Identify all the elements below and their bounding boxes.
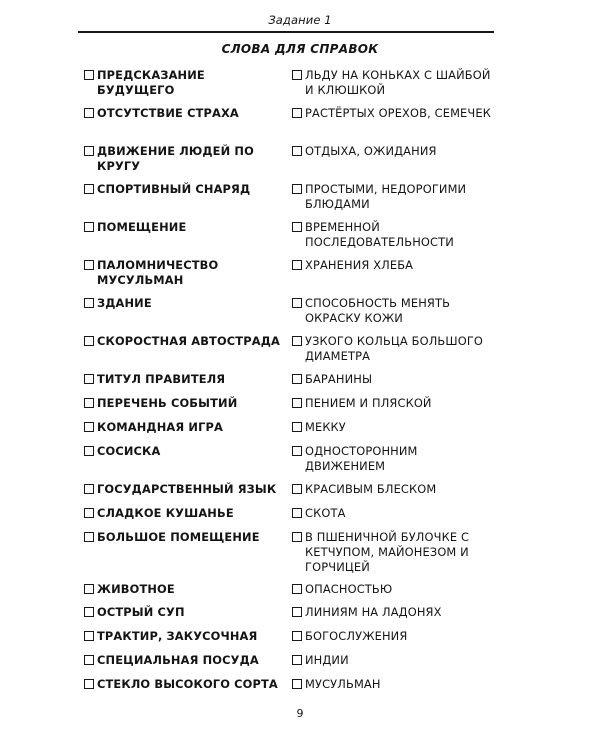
word-item[interactable] (292, 530, 499, 575)
word-item[interactable] (84, 334, 283, 349)
word-label: СПОСОБНОСТЬ МЕНЯТЬ ОКРАСКУ КОЖИ (305, 296, 451, 325)
checkbox-icon[interactable] (84, 146, 94, 156)
word-label: ВРЕМЕННОЙ ПОСЛЕДОВАТЕЛЬНОСТИ (305, 220, 454, 249)
checkbox-icon[interactable] (292, 508, 302, 518)
word-item[interactable] (292, 582, 499, 597)
checkbox-icon[interactable] (292, 484, 302, 494)
checkbox-icon[interactable] (292, 446, 302, 456)
word-item[interactable] (84, 106, 283, 121)
word-item[interactable] (84, 296, 283, 311)
checkbox-icon[interactable] (292, 70, 302, 80)
word-item[interactable] (292, 605, 499, 620)
word-label: ГОСУДАРСТВЕННЫЙ ЯЗЫК (97, 482, 277, 496)
word-item[interactable] (292, 396, 499, 411)
word-label: БОЛЬШОЕ ПОМЕЩЕНИЕ (97, 530, 260, 544)
word-label: РАСТЁРТЫХ ОРЕХОВ, СЕМЕЧЕК (305, 106, 491, 120)
checkbox-icon[interactable] (84, 222, 94, 232)
checkbox-icon[interactable] (292, 108, 302, 118)
checkbox-icon[interactable] (84, 607, 94, 617)
word-item[interactable] (292, 68, 499, 98)
header-divider (78, 31, 494, 33)
word-label: СКОРОСТНАЯ АВТОСТРАДА (97, 334, 280, 348)
word-label: СКОТА (305, 506, 346, 520)
word-label: ПОМЕЩЕНИЕ (97, 220, 187, 234)
word-label: ЛИНИЯМ НА ЛАДОНЯХ (305, 605, 442, 619)
word-label: КОМАНДНАЯ ИГРА (97, 420, 223, 434)
checkbox-icon[interactable] (292, 679, 302, 689)
checkbox-icon[interactable] (292, 422, 302, 432)
checkbox-icon[interactable] (292, 607, 302, 617)
word-item[interactable] (84, 629, 283, 644)
word-label: ИНДИИ (305, 653, 349, 667)
word-label: СОСИСКА (97, 444, 161, 458)
word-item[interactable] (292, 258, 499, 273)
word-label: БОГОСЛУЖЕНИЯ (305, 629, 408, 643)
word-item[interactable] (292, 677, 499, 692)
word-label: ТИТУЛ ПРАВИТЕЛЯ (97, 372, 226, 386)
word-item[interactable] (84, 482, 283, 497)
word-label: В ПШЕНИЧНОЙ БУЛОЧКЕ С КЕТЧУПОМ, МАЙОНЕЗОМ И ГОРЧИЦЕЙ (305, 530, 470, 574)
word-label: ПРЕДСКАЗАНИЕ БУДУЩЕГО (97, 68, 205, 97)
word-item[interactable] (84, 182, 283, 197)
word-label: СТЕКЛО ВЫСОКОГО СОРТА (97, 677, 278, 691)
word-item[interactable] (292, 482, 499, 497)
checkbox-icon[interactable] (84, 655, 94, 665)
checkbox-icon[interactable] (292, 222, 302, 232)
word-label: ТРАКТИР, ЗАКУСОЧНАЯ (97, 629, 258, 643)
checkbox-icon[interactable] (292, 655, 302, 665)
word-item[interactable] (292, 653, 499, 668)
word-label: СЛАДКОЕ КУШАНЬЕ (97, 506, 234, 520)
task-header: Задание 1 (268, 13, 332, 27)
word-item[interactable] (292, 296, 499, 326)
checkbox-icon[interactable] (84, 422, 94, 432)
checkbox-icon[interactable] (292, 260, 302, 270)
checkbox-icon[interactable] (84, 398, 94, 408)
word-label: ОТДЫХА, ОЖИДАНИЯ (305, 144, 437, 158)
page-number: 9 (296, 707, 304, 720)
checkbox-icon[interactable] (292, 298, 302, 308)
checkbox-icon[interactable] (84, 679, 94, 689)
word-item[interactable] (84, 605, 283, 620)
word-label: ОТСУТСТВИЕ СТРАХА (97, 106, 239, 120)
word-label: ОПАСНОСТЬЮ (305, 582, 393, 596)
word-label: ОСТРЫЙ СУП (97, 605, 185, 619)
checkbox-icon[interactable] (84, 484, 94, 494)
checkbox-icon[interactable] (292, 532, 302, 542)
checkbox-icon[interactable] (292, 146, 302, 156)
word-item[interactable] (292, 506, 499, 521)
word-item[interactable] (292, 220, 499, 250)
word-item[interactable] (292, 334, 499, 364)
checkbox-icon[interactable] (84, 584, 94, 594)
checkbox-icon[interactable] (84, 298, 94, 308)
checkbox-icon[interactable] (292, 584, 302, 594)
word-item[interactable] (84, 677, 283, 692)
word-item[interactable] (84, 68, 283, 98)
word-item[interactable] (84, 530, 283, 545)
word-item[interactable] (84, 220, 283, 235)
checkbox-icon[interactable] (84, 260, 94, 270)
word-item[interactable] (84, 258, 283, 288)
checkbox-icon[interactable] (84, 532, 94, 542)
checkbox-icon[interactable] (84, 70, 94, 80)
word-label: ЛЬДУ НА КОНЬКАХ С ШАЙБОЙ И КЛЮШКОЙ (305, 68, 491, 97)
word-label: МУСУЛЬМАН (305, 677, 381, 691)
word-item[interactable] (84, 144, 283, 174)
word-label: СПЕЦИАЛЬНАЯ ПОСУДА (97, 653, 259, 667)
word-item[interactable] (292, 444, 499, 474)
word-item[interactable] (292, 144, 499, 159)
word-label: ХРАНЕНИЯ ХЛЕБА (305, 258, 414, 272)
checkbox-icon[interactable] (292, 184, 302, 194)
word-label: ПЕРЕЧЕНЬ СОБЫТИЙ (97, 396, 238, 410)
word-item[interactable] (84, 506, 283, 521)
checkbox-icon[interactable] (84, 631, 94, 641)
word-item[interactable] (84, 653, 283, 668)
checkbox-icon[interactable] (84, 108, 94, 118)
word-label: ОДНОСТОРОННИМ ДВИЖЕНИЕМ (305, 444, 418, 473)
word-label: ПАЛОМНИЧЕСТВО МУСУЛЬМАН (97, 258, 219, 287)
word-item[interactable] (84, 372, 283, 387)
checkbox-icon[interactable] (292, 631, 302, 641)
word-label: ЖИВОТНОЕ (97, 582, 175, 596)
word-item[interactable] (84, 444, 283, 459)
word-label: ЗДАНИЕ (97, 296, 152, 310)
word-label: ДВИЖЕНИЕ ЛЮДЕЙ ПО КРУГУ (97, 144, 254, 173)
word-item[interactable] (292, 629, 499, 644)
word-item[interactable] (292, 106, 499, 121)
checkbox-icon[interactable] (84, 446, 94, 456)
checkbox-icon[interactable] (84, 374, 94, 384)
word-item[interactable] (292, 420, 499, 435)
word-label: СПОРТИВНЫЙ СНАРЯД (97, 182, 251, 196)
checkbox-icon[interactable] (292, 374, 302, 384)
word-label: БАРАНИНЫ (305, 372, 373, 386)
word-item[interactable] (84, 396, 283, 411)
checkbox-icon[interactable] (84, 336, 94, 346)
word-item[interactable] (84, 582, 283, 597)
word-label: КРАСИВЫМ БЛЕСКОМ (305, 482, 437, 496)
checkbox-icon[interactable] (84, 508, 94, 518)
checkbox-icon[interactable] (292, 398, 302, 408)
word-item[interactable] (84, 420, 283, 435)
word-item[interactable] (292, 182, 499, 212)
checkbox-icon[interactable] (84, 184, 94, 194)
word-label: МЕККУ (305, 420, 346, 434)
word-label: УЗКОГО КОЛЬЦА БОЛЬШОГО ДИАМЕТРА (305, 334, 484, 363)
word-label: ПРОСТЫМИ, НЕДОРОГИМИ БЛЮДАМИ (305, 182, 467, 211)
section-title: СЛОВА ДЛЯ СПРАВОК (221, 42, 379, 56)
word-item[interactable] (292, 372, 499, 387)
checkbox-icon[interactable] (292, 336, 302, 346)
word-label: ПЕНИЕМ И ПЛЯСКОЙ (305, 396, 432, 410)
